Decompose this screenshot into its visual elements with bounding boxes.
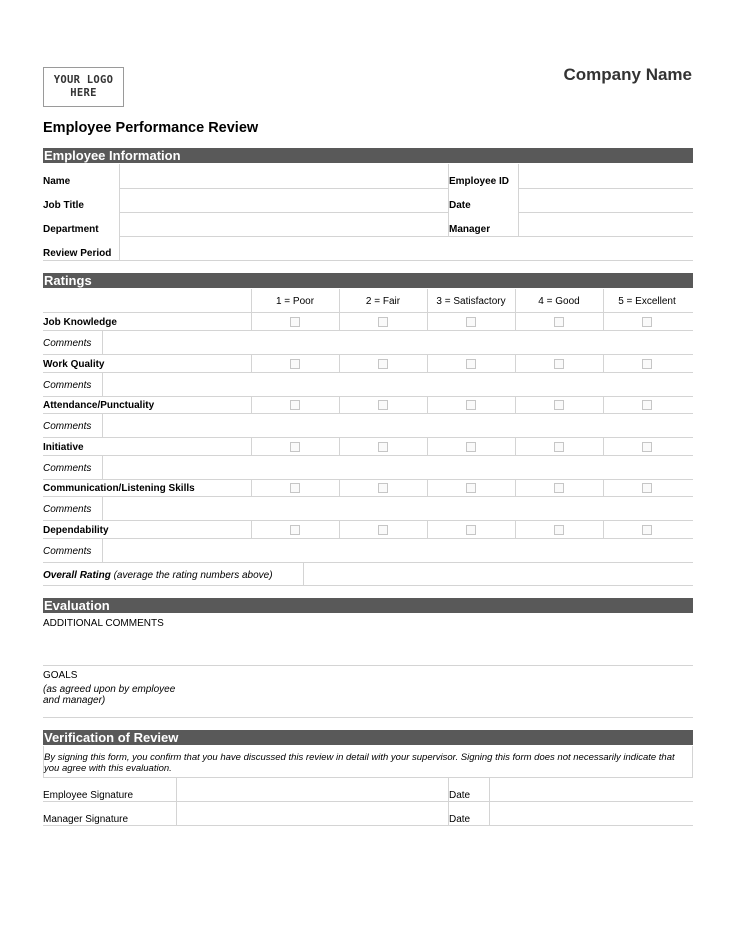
rating-checkbox-5[interactable] (642, 525, 652, 535)
rating-checkbox-5[interactable] (642, 442, 652, 452)
job-title-field[interactable] (120, 189, 448, 212)
rating-checkbox-2[interactable] (378, 483, 388, 493)
rating-checkbox-2[interactable] (378, 317, 388, 327)
goals-note: (as agreed upon by employee and manager) (43, 684, 176, 706)
overall-rating-note: (average the rating numbers above) (113, 570, 273, 581)
rating-scale-label-2: 2 = Fair (365, 296, 401, 307)
rating-checkbox-1[interactable] (290, 359, 300, 369)
date-label: Date (449, 200, 471, 211)
rating-checkbox-1[interactable] (290, 483, 300, 493)
rating-checkbox-1[interactable] (290, 442, 300, 452)
rating-checkbox-3[interactable] (466, 317, 476, 327)
company-logo-placeholder: YOUR LOGO HERE (43, 67, 124, 107)
comments-label: Comments (43, 545, 92, 557)
rating-checkbox-4[interactable] (554, 359, 564, 369)
employee-signature-field[interactable] (177, 779, 448, 801)
rating-checkbox-4[interactable] (554, 442, 564, 452)
rating-checkbox-2[interactable] (378, 359, 388, 369)
comments-label: Comments (43, 421, 92, 432)
rating-checkbox-4[interactable] (554, 483, 564, 493)
rating-checkbox-4[interactable] (554, 400, 564, 410)
employee-id-label: Employee ID (449, 176, 510, 187)
review-period-field[interactable] (120, 237, 693, 260)
manager-signature-date-label: Date (449, 814, 471, 825)
rating-scale-label-3: 3 = Satisfactory (436, 296, 506, 307)
job-title-label: Job Title (43, 200, 84, 211)
comments-field[interactable] (103, 539, 693, 562)
employee-signature-date-label: Date (449, 790, 471, 801)
comments-field[interactable] (103, 331, 693, 354)
rating-scale-label-4: 4 = Good (538, 296, 580, 307)
goals-label: GOALS (43, 670, 78, 681)
additional-comments-field[interactable] (43, 630, 693, 665)
rating-checkbox-2[interactable] (378, 525, 388, 535)
overall-rating-title: Overall Rating (43, 570, 111, 581)
employee-signature-date-field[interactable] (490, 779, 693, 801)
ratings-section-header: Ratings (43, 273, 693, 288)
employee-signature-label: Employee Signature (43, 790, 134, 801)
rating-checkbox-5[interactable] (642, 400, 652, 410)
form-title: Employee Performance Review (43, 120, 259, 136)
rating-checkbox-1[interactable] (290, 525, 300, 535)
review-period-label: Review Period (43, 248, 112, 259)
rating-scale-label-5: 5 = Excellent (618, 296, 676, 307)
manager-signature-field[interactable] (177, 802, 448, 825)
comments-label: Comments (43, 462, 92, 474)
name-label: Name (43, 176, 71, 187)
rating-scale-label-1: 1 = Poor (275, 296, 315, 307)
verification-section-header: Verification of Review (43, 730, 693, 745)
rating-checkbox-3[interactable] (466, 442, 476, 452)
rating-checkbox-3[interactable] (466, 359, 476, 369)
rating-checkbox-2[interactable] (378, 442, 388, 452)
rating-checkbox-5[interactable] (642, 483, 652, 493)
name-field[interactable] (120, 165, 448, 188)
rating-checkbox-3[interactable] (466, 400, 476, 410)
rating-checkbox-2[interactable] (378, 400, 388, 410)
manager-signature-date-field[interactable] (490, 802, 693, 825)
rating-checkbox-1[interactable] (290, 400, 300, 410)
manager-signature-label: Manager Signature (43, 814, 129, 825)
employee-info-section-header: Employee Information (43, 148, 693, 163)
criterion-label: Dependability (43, 524, 109, 536)
manager-field[interactable] (519, 213, 693, 236)
criterion-label: Work Quality (43, 358, 105, 370)
department-label: Department (43, 224, 99, 235)
manager-label: Manager (449, 224, 491, 235)
overall-rating-label (43, 570, 273, 581)
goals-field[interactable] (180, 668, 693, 716)
rating-checkbox-3[interactable] (466, 525, 476, 535)
evaluation-section-header: Evaluation (43, 598, 693, 613)
date-field[interactable] (519, 189, 693, 212)
comments-field[interactable] (103, 373, 693, 396)
overall-rating-field[interactable] (304, 563, 693, 585)
comments-field[interactable] (103, 497, 693, 520)
criterion-label: Job Knowledge (43, 317, 117, 328)
additional-comments-label: ADDITIONAL COMMENTS (43, 618, 164, 629)
comments-field[interactable] (103, 414, 693, 437)
comments-label: Comments (43, 504, 92, 515)
comments-label: Comments (43, 338, 92, 349)
rating-checkbox-4[interactable] (554, 317, 564, 327)
criterion-label: Communication/Listening Skills (43, 483, 195, 494)
verification-statement: By signing this form, you confirm that you have discussed this review in detail with your supervisor. Signing this form does not necessarily indicate that you agree with this evaluation. (43, 746, 693, 778)
rating-checkbox-5[interactable] (642, 359, 652, 369)
comments-field[interactable] (103, 456, 693, 479)
criterion-label: Attendance/Punctuality (43, 400, 155, 411)
criterion-label: Initiative (43, 441, 84, 453)
rating-checkbox-5[interactable] (642, 317, 652, 327)
department-field[interactable] (120, 213, 448, 236)
rating-checkbox-1[interactable] (290, 317, 300, 327)
comments-label: Comments (43, 379, 92, 391)
company-name: Company Name (563, 65, 692, 84)
employee-id-field[interactable] (519, 165, 693, 188)
rating-checkbox-4[interactable] (554, 525, 564, 535)
rating-checkbox-3[interactable] (466, 483, 476, 493)
